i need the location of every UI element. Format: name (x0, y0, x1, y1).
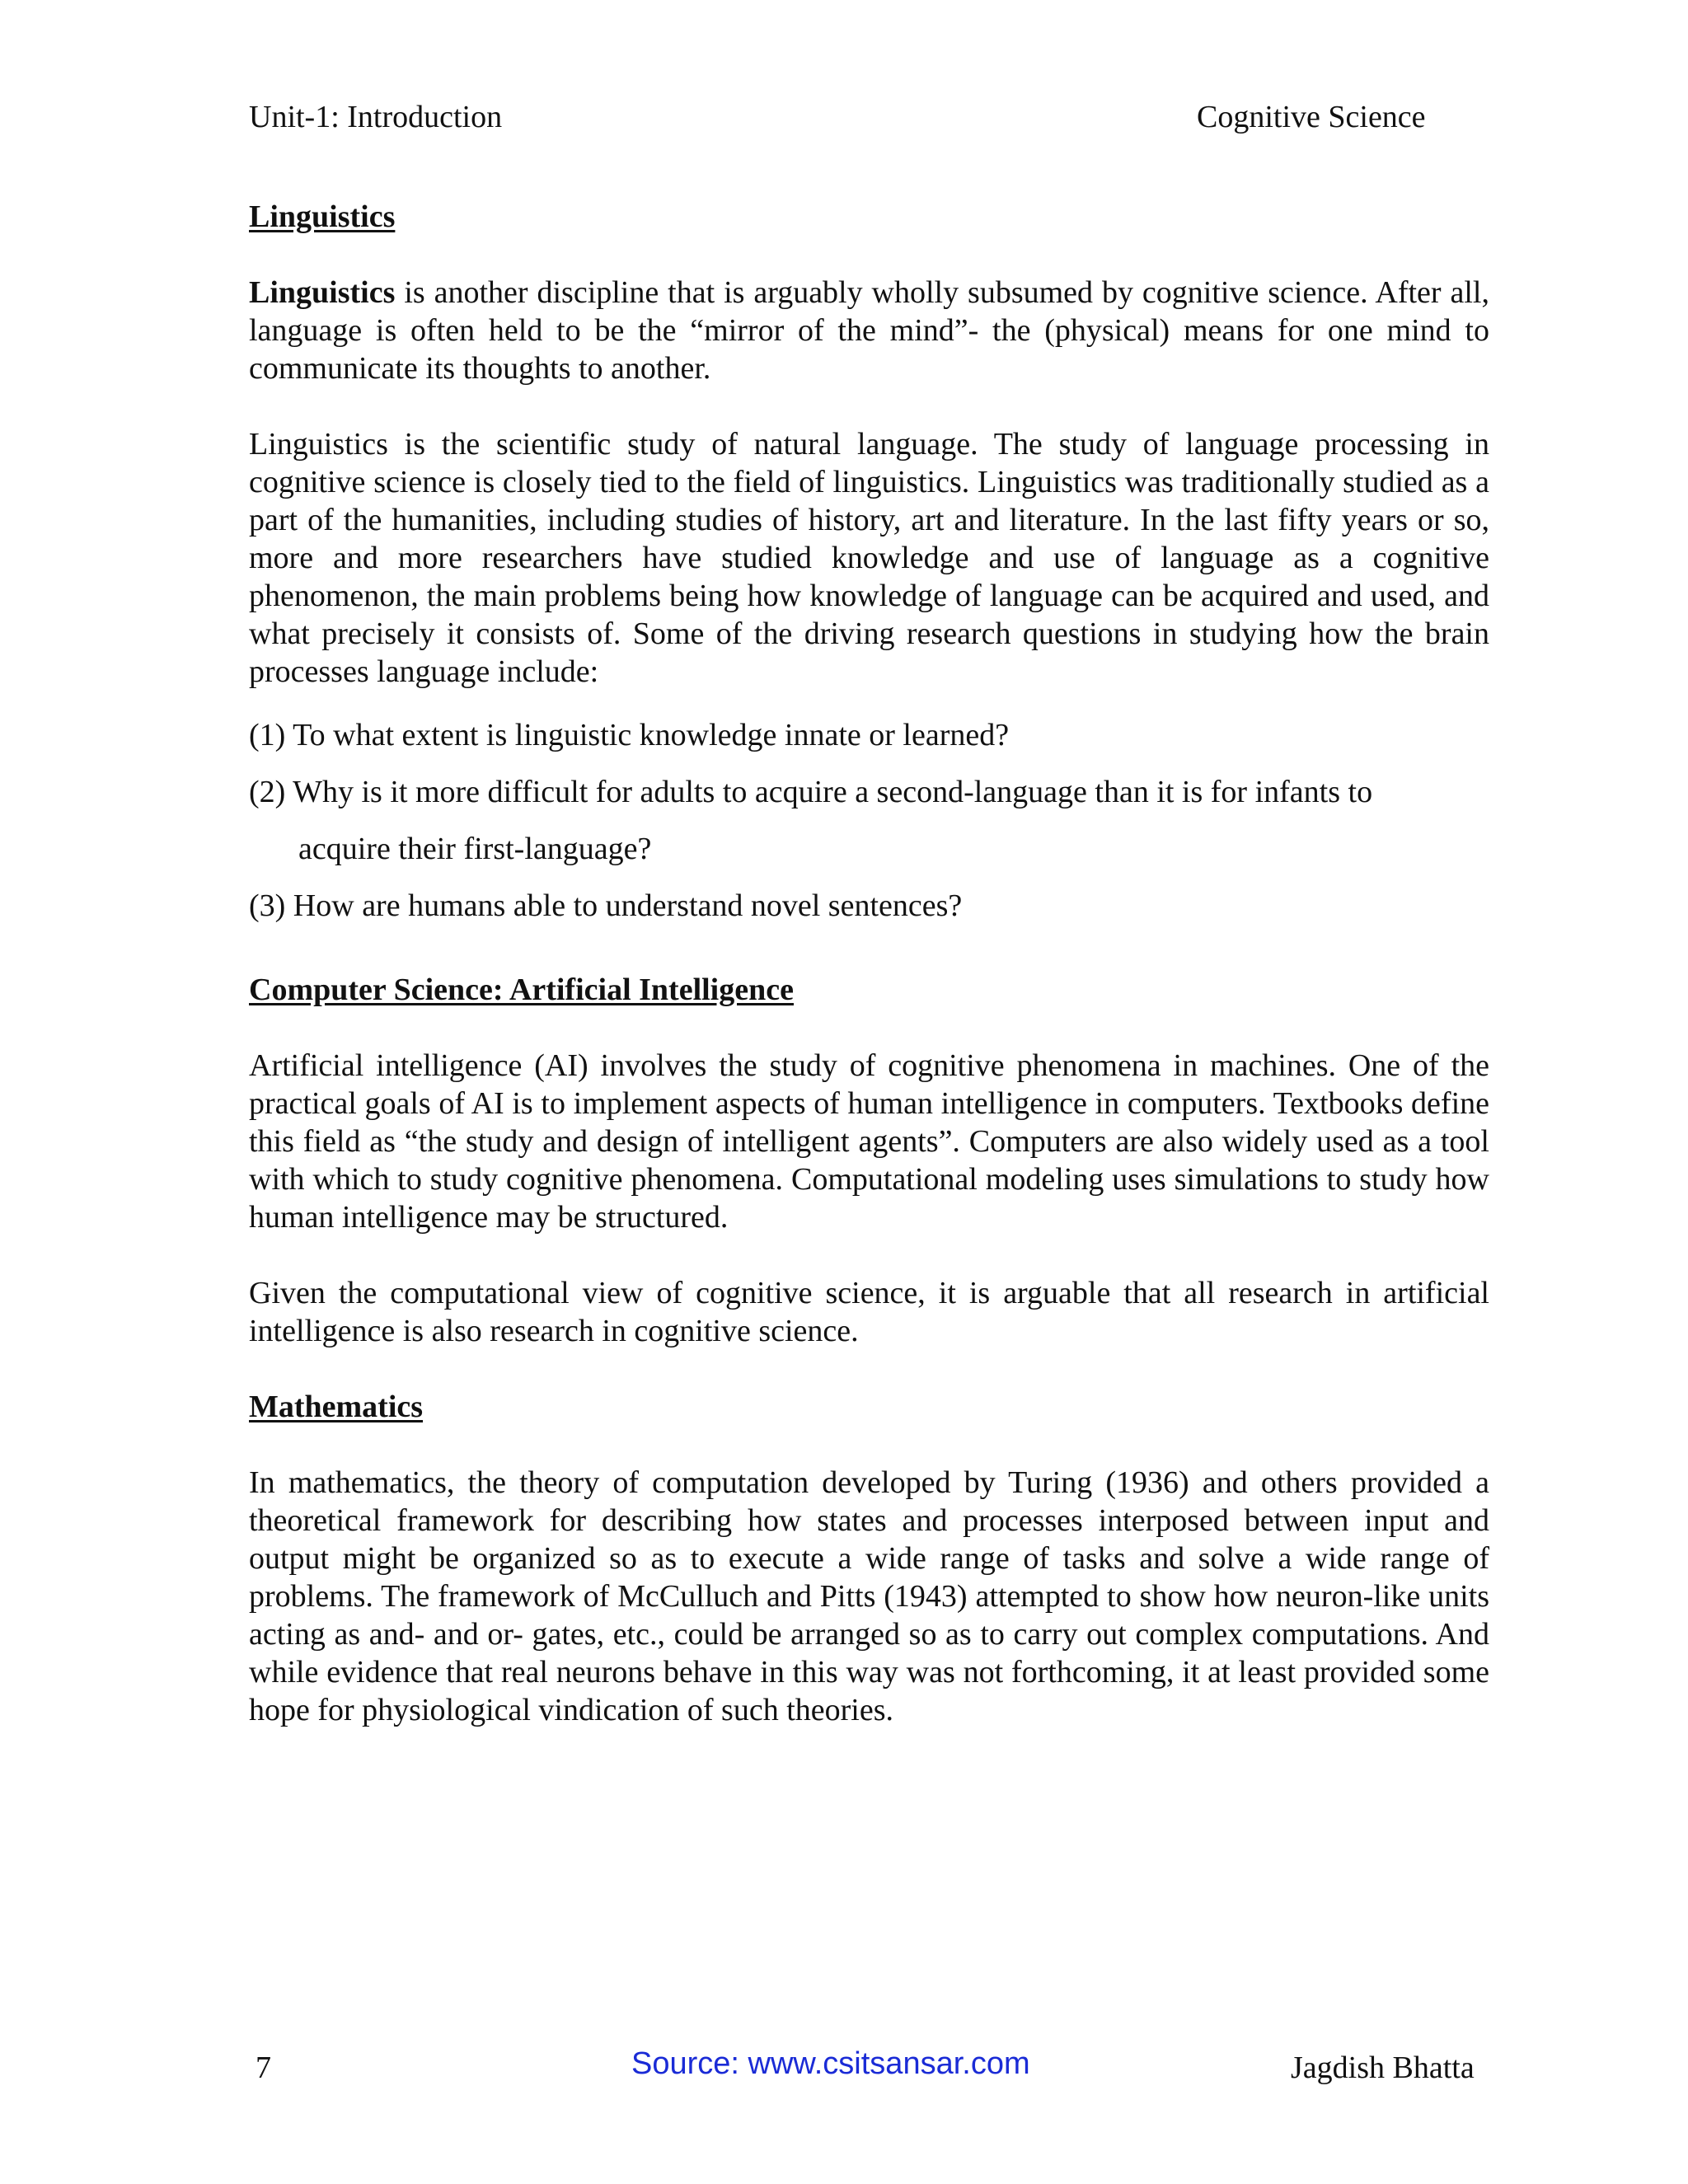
question-2-continued: acquire their first-language? (298, 832, 652, 866)
author-name: Jagdish Bhatta (1291, 2050, 1475, 2085)
question-1: (1) To what extent is linguistic knowledge innate or learned? (249, 718, 1010, 752)
linguistics-paragraph-1-text: is another discipline that is arguably wholly subsumed by cognitive science. After all, language is often held to be the “mirror of the mind”- the (physical) means for one mind to communicate its thoughts to another. (249, 275, 1489, 386)
heading-mathematics: Mathematics (249, 1390, 424, 1424)
page-number: 7 (256, 2050, 271, 2085)
linguistics-paragraph-1 (249, 274, 1489, 387)
heading-linguistics: Linguistics (249, 199, 396, 234)
question-3: (3) How are humans able to understand novel sentences? (249, 888, 963, 923)
ai-paragraph-2: Given the computational view of cognitive science, it is arguable that all research in artificial intelligence is also research in cognitive science. (249, 1276, 1489, 1348)
page-content (249, 198, 1489, 1729)
source-link[interactable]: Source: www.csitsansar.com (631, 2046, 1030, 2081)
ai-paragraph-1: Artificial intelligence (AI) involves the study of cognitive phenomena in machines. One of the practical goals of AI is to implement aspects of human intelligence in computers. Textbooks define this field as “the study and design of intelligent agents”. Computers are also widely used as a tool with which to study cognitive phenomena. Computational modeling uses simulations to study how human intelligence may be structured. (249, 1048, 1489, 1235)
question-2: (2) Why is it more difficult for adults to acquire a second-language than it is for infants to (249, 775, 1373, 809)
linguistics-paragraph-2: Linguistics is the scientific study of natural language. The study of language processing in cognitive science is closely tied to the field of linguistics. Linguistics was traditionally studied as a part of the humanities, including studies of history, art and literature. In the last fifty years or so, more and more researchers have studied knowledge and use of language as a cognitive phenomenon, the main problems being how knowledge of language can be acquired and used, and what precisely it consists of. Some of the driving research questions in studying how the brain processes language include: (249, 427, 1489, 689)
mathematics-paragraph-1: In mathematics, the theory of computation developed by Turing (1936) and others provided a theoretical framework for describing how states and processes interposed between input and output might be organized so as to execute a wide range of tasks and solve a wide range of problems. The framework of McCulluch and Pitts (1943) attempted to show how neuron-like units acting as and- and or- gates, etc., could be arranged so as to carry out complex computations. And while evidence that real neurons behave in this way was not forthcoming, it at least provided some hope for physiological vindication of such theories. (249, 1465, 1489, 1727)
heading-computer-science-ai: Computer Science: Artificial Intelligence (249, 972, 794, 1007)
header-subject-title: Cognitive Science (1197, 100, 1426, 134)
header-unit-title: Unit-1: Introduction (249, 100, 503, 134)
linguistics-bold-term: Linguistics (249, 275, 396, 310)
